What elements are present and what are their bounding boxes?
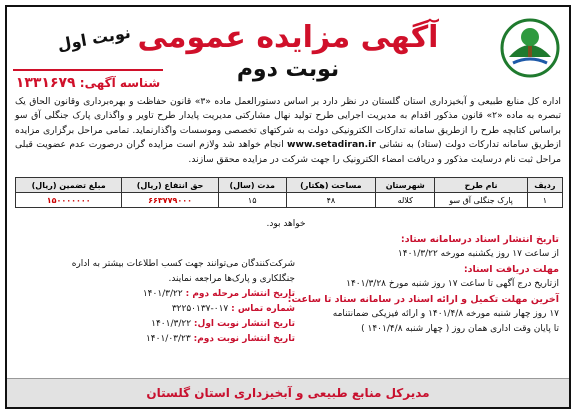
cell-area: ۴۸ <box>286 193 375 208</box>
col-usufruct: حق انتفاع (ریال) <box>122 178 218 193</box>
notice-id <box>13 69 163 95</box>
second-round-date-value: ۱۴۰۱/۰۳/۲۳ <box>145 334 191 344</box>
cell-county: کلاله <box>376 193 435 208</box>
intro-text-1: اداره کل منابع طبیعی و آبخیزداری استان گلستان در نظر دارد بر اساس دستورالعمل ماده «۳» قانون حفاظت و بهره‌برداری وقانون الحاق یک تبصره به ماده «۲» قانون مذکور اقدام به مدیریت اجرایی طرح تولید نهال مشارکتی مدیریت پایدار طرح تاویر و واگذاری پارک جنگلی آق سو براساس کتابچه طرح را ازطریق سامانه تدارکات الکترونیکی دولت به شرکتهای تخصصی وموسسات واگذارنماید. تمامی مراحل برگزاری مزایده ازطریق سامانه تدارکات دولت (ستاد) به نشانی <box>15 96 562 151</box>
notice-id-value: ۱۳۳۱۶۷۹ <box>15 75 76 91</box>
info-text-2: جنگلکاری و پارک‌ها مراجعه نمایند. <box>168 274 295 284</box>
notice-round: نوبت دوم <box>236 57 340 82</box>
col-plan-name: نام طرح <box>435 178 527 193</box>
submit-deadline-text: ۱۷ روز چهار شنبه مورخه ۱۴۰۱/۴/۸ و ارائه فیزیکی ضمانتنامه <box>332 309 559 319</box>
footer-signature: مدیرکل منابع طبیعی و آبخیزداری استان گلستان <box>7 378 569 407</box>
cell-duration: ۱۵ <box>218 193 286 208</box>
notice-title: آگهی مزایده عمومی <box>137 20 439 55</box>
phone-label: شماره تماس : <box>231 304 295 314</box>
col-row: ردیف <box>527 178 562 193</box>
first-round-date-value: ۱۴۰۱/۳/۲۲ <box>151 319 192 329</box>
notice-id-label: شناسه آگهی: <box>79 76 161 90</box>
receive-deadline-heading: مهلت دریافت اسناد: <box>463 264 559 275</box>
col-county: شهرستان <box>376 178 435 193</box>
table-header-row <box>16 178 563 193</box>
cell-usufruct: ۶۶۳۷۷۹۰۰۰ <box>122 193 218 208</box>
round-stamp: نوبت اول <box>55 22 132 55</box>
intro-paragraph <box>15 95 561 167</box>
receive-deadline-text: ازتاریخ درج آگهی تا ساعت ۱۷ روز شنبه مورخ ۱۴۰۱/۳/۲۸ <box>346 279 559 289</box>
submit-deadline-heading: آخرین مهلت تکمیل و ارائه اسناد در سامانه ستاد تا ساعت: <box>287 294 559 305</box>
col-guarantee: مبلغ تضمین (ریال) <box>16 178 122 193</box>
publish-date-text: از ساعت ۱۷ روز یکشنبه مورخه ۱۴۰۱/۳/۲۲ <box>397 249 559 259</box>
table-row <box>16 193 563 208</box>
info-text-1: شرکت‌کنندگان می‌توانند جهت کسب اطلاعات بیشتر به اداره <box>71 259 295 269</box>
contact-box <box>15 257 295 347</box>
auction-table <box>15 177 563 208</box>
cell-plan-name: پارک جنگلی آق سو <box>435 193 527 208</box>
notice-page <box>5 5 571 409</box>
first-round-date-label: تاریخ انتشار نوبت اول: <box>193 319 295 329</box>
intro-text-2: انجام خواهد شد ولازم است مزایده گران درصورت عدم عضویت قبلی مراحل ثبت نام درسایت مذکور و دریافت امضاء الکترونیک را جهت شرکت در مزایده محقق سازند. <box>15 139 561 165</box>
second-round-date-label: تاریخ انتشار نوبت دوم: <box>193 334 295 344</box>
cell-row: ۱ <box>527 193 562 208</box>
phone-value: ۰۱۷-۳۲۲۵۰۱۳۷ <box>171 304 229 314</box>
publish-date-heading: تاریخ انتشار اسناد درسامانه ستاد: <box>400 234 559 245</box>
stage-two-date-label: تاریخ انتشار مرحله دوم : <box>185 289 295 299</box>
col-duration: مدت (سال) <box>218 178 286 193</box>
stage-two-date-value: ۱۴۰۱/۳/۲۲ <box>142 289 183 299</box>
will-be-text: خواهد بود. <box>266 219 306 229</box>
setad-website-link[interactable]: www.setadiran.ir <box>287 139 376 151</box>
cell-guarantee: ۱۵۰۰۰۰۰۰۰ <box>16 193 122 208</box>
submit-deadline-text-2: تا پایان وقت اداری همان روز ( چهار شنبه ۱۴۰۱/۴/۸ ) <box>361 324 559 334</box>
col-area: مساحت (هکتار) <box>286 178 375 193</box>
